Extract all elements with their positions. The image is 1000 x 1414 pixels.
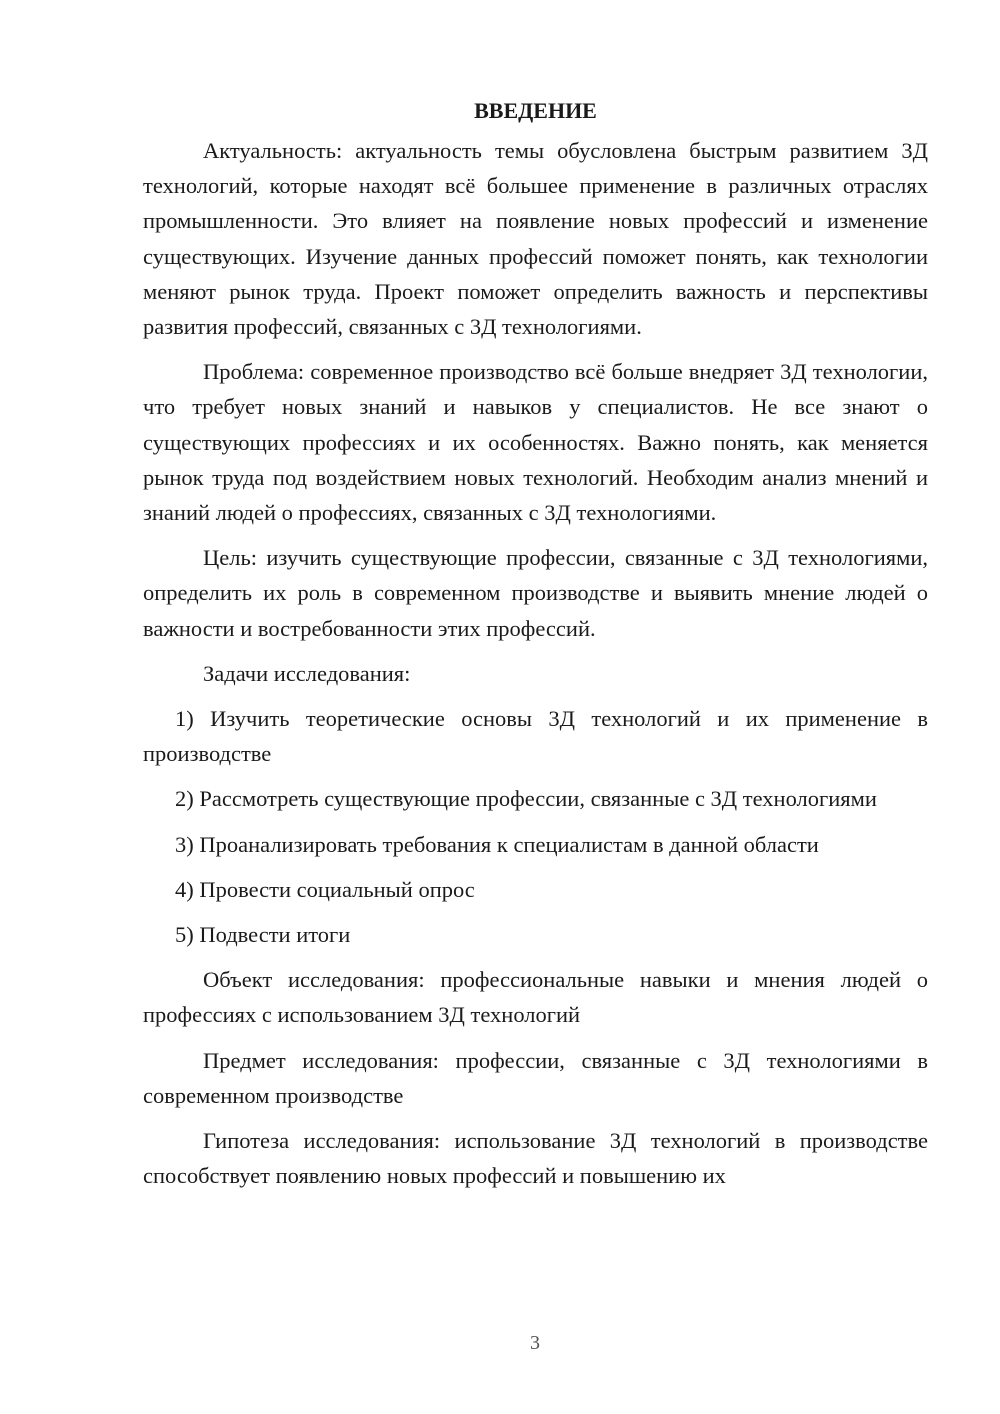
list-item-task-3: 3) Проанализировать требования к специалистам в данной области [175,831,819,857]
document-page [143,95,928,1203]
paragraph-relevance: Актуальность: актуальность темы обусловлена быстрым развитием 3Д технологий, которые находят всё большее применение в различных отраслях промышленности. Это влияет на появление новых профессий и изменение существующих. Изучение данных профессий поможет понять, как технологии меняют рынок труда. Проект поможет определить важность и перспективы развития профессий, связанных с 3Д технологиями. [143,138,928,340]
page-number: 3 [530,1332,540,1354]
list-item-task-5: 5) Подвести итоги [175,922,351,948]
paragraph-object: Объект исследования: профессиональные навыки и мнения людей о профессиях с использованием 3Д технологий [143,967,928,1028]
page-title: ВВЕДЕНИЕ [474,98,597,123]
list-item-task-1: 1) Изучить теоретические основы 3Д технологий и их применение в производстве [143,706,928,767]
tasks-title: Задачи исследования: [203,660,411,686]
list-item-task-4: 4) Провести социальный опрос [175,876,475,902]
paragraph-problem: Проблема: современное производство всё больше внедряет 3Д технологии, что требует новых знаний и навыков у специалистов. Не все знают о существующих профессиях и их особенностях. Важно понять, как меняется рынок труда под воздействием новых технологий. Необходим анализ мнений и знаний людей о профессиях, связанных с 3Д технологиями. [143,359,928,526]
list-item-task-2: 2) Рассмотреть существующие профессии, связанные с 3Д технологиями [175,786,877,812]
paragraph-subject: Предмет исследования: профессии, связанные с 3Д технологиями в современном производстве [143,1047,928,1108]
paragraph-goal: Цель: изучить существующие профессии, связанные с 3Д технологиями, определить их роль в современном производстве и выявить мнение людей о важности и востребованности этих профессий. [143,545,928,641]
paragraph-hypothesis: Гипотеза исследования: использование 3Д технологий в производстве способствует появлению новых профессий и повышению их [143,1128,928,1189]
